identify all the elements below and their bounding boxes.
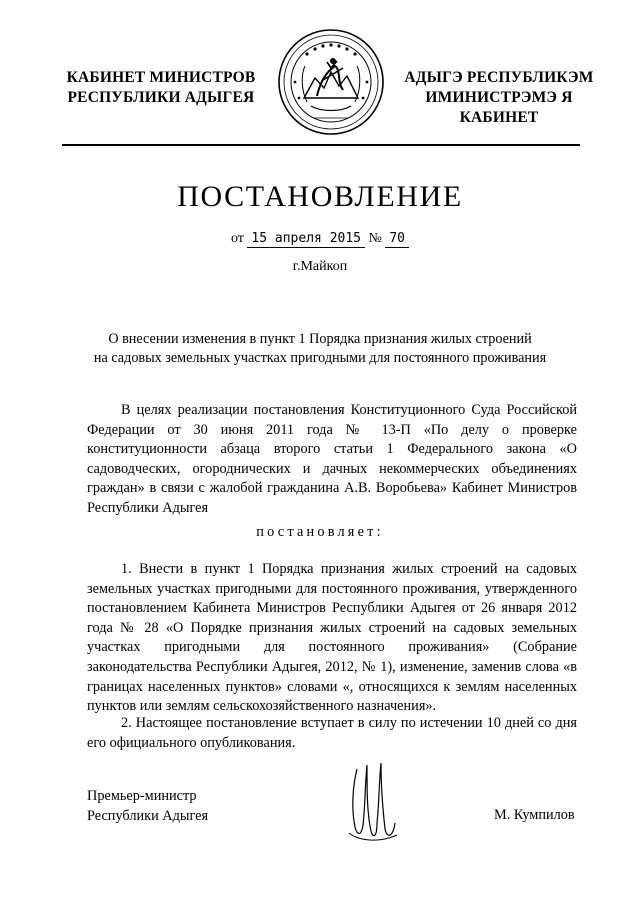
right-org-line-2: ИМИНИСТРЭМЭ Я КАБИНЕТ [425, 89, 573, 126]
number-sign: № [368, 231, 382, 246]
date-number-line [0, 231, 640, 248]
signer-position-line-1: Премьер-министр [87, 788, 197, 804]
right-organization-name [388, 68, 610, 128]
document-number: 70 [385, 231, 409, 248]
right-org-line-1: АДЫГЭ РЕСПУБЛИКЭМ [404, 69, 594, 86]
left-org-line-2: РЕСПУБЛИКИ АДЫГЕЯ [67, 89, 255, 106]
document-date: 15 апреля 2015 [247, 231, 365, 248]
subject-line-1: О внесении изменения в пункт 1 Порядка признания жилых строений [108, 331, 532, 347]
document-subject [70, 330, 570, 368]
signer-name: М. Кумпилов [494, 807, 575, 823]
handwritten-signature-icon [343, 755, 403, 845]
coat-of-arms-emblem-icon [277, 28, 385, 136]
city: г.Майкоп [292, 259, 348, 274]
subject-line-2: на садовых земельных участках пригодными для постоянного проживания [93, 350, 547, 366]
clause-1-paragraph: 1. Внести в пункт 1 Порядка признания жилых строений на садовых земельных участках пригодными для постоянного проживания, утвержденного постановлением Кабинета Министров Республики Адыгея от 26 января 2012 года № 28 «О Порядке признания жилых строений на садовых земельных участках пригодными для постоянного проживания» (Собрание законодательства Республики Адыгея, 2012, № 1), изменение, заменив слова «в границах населенных пунктов» словами «, относящихся к землям населенных пунктов или землям сельскохозяйственного назначения». [87, 561, 577, 715]
resolves-heading: постановляет: [256, 524, 384, 540]
clause-2-paragraph: 2. Настоящее постановление вступает в силу по истечении 10 дней со дня его официального опубликования. [87, 715, 577, 751]
left-org-line-1: КАБИНЕТ МИНИСТРОВ [66, 69, 256, 86]
date-prefix: от [230, 231, 244, 246]
header-divider [62, 144, 580, 146]
preamble-paragraph: В целях реализации постановления Конституционного Суда Российской Федерации от 30 июня 2011 года № 13-П «По делу о проверке конституционности абзаца второго статьи 1 Федерального закона «О садоводческих, огороднических и дачных некоммерческих объединениях граждан» в связи с жалобой гражданина А.В. Воробьева» Кабинет Министров Республики Адыгея [87, 402, 577, 516]
signer-position [87, 787, 208, 826]
left-organization-name [66, 68, 256, 108]
document-title: ПОСТАНОВЛЕНИЕ [177, 180, 463, 213]
signer-position-line-2: Республики Адыгея [87, 807, 209, 824]
